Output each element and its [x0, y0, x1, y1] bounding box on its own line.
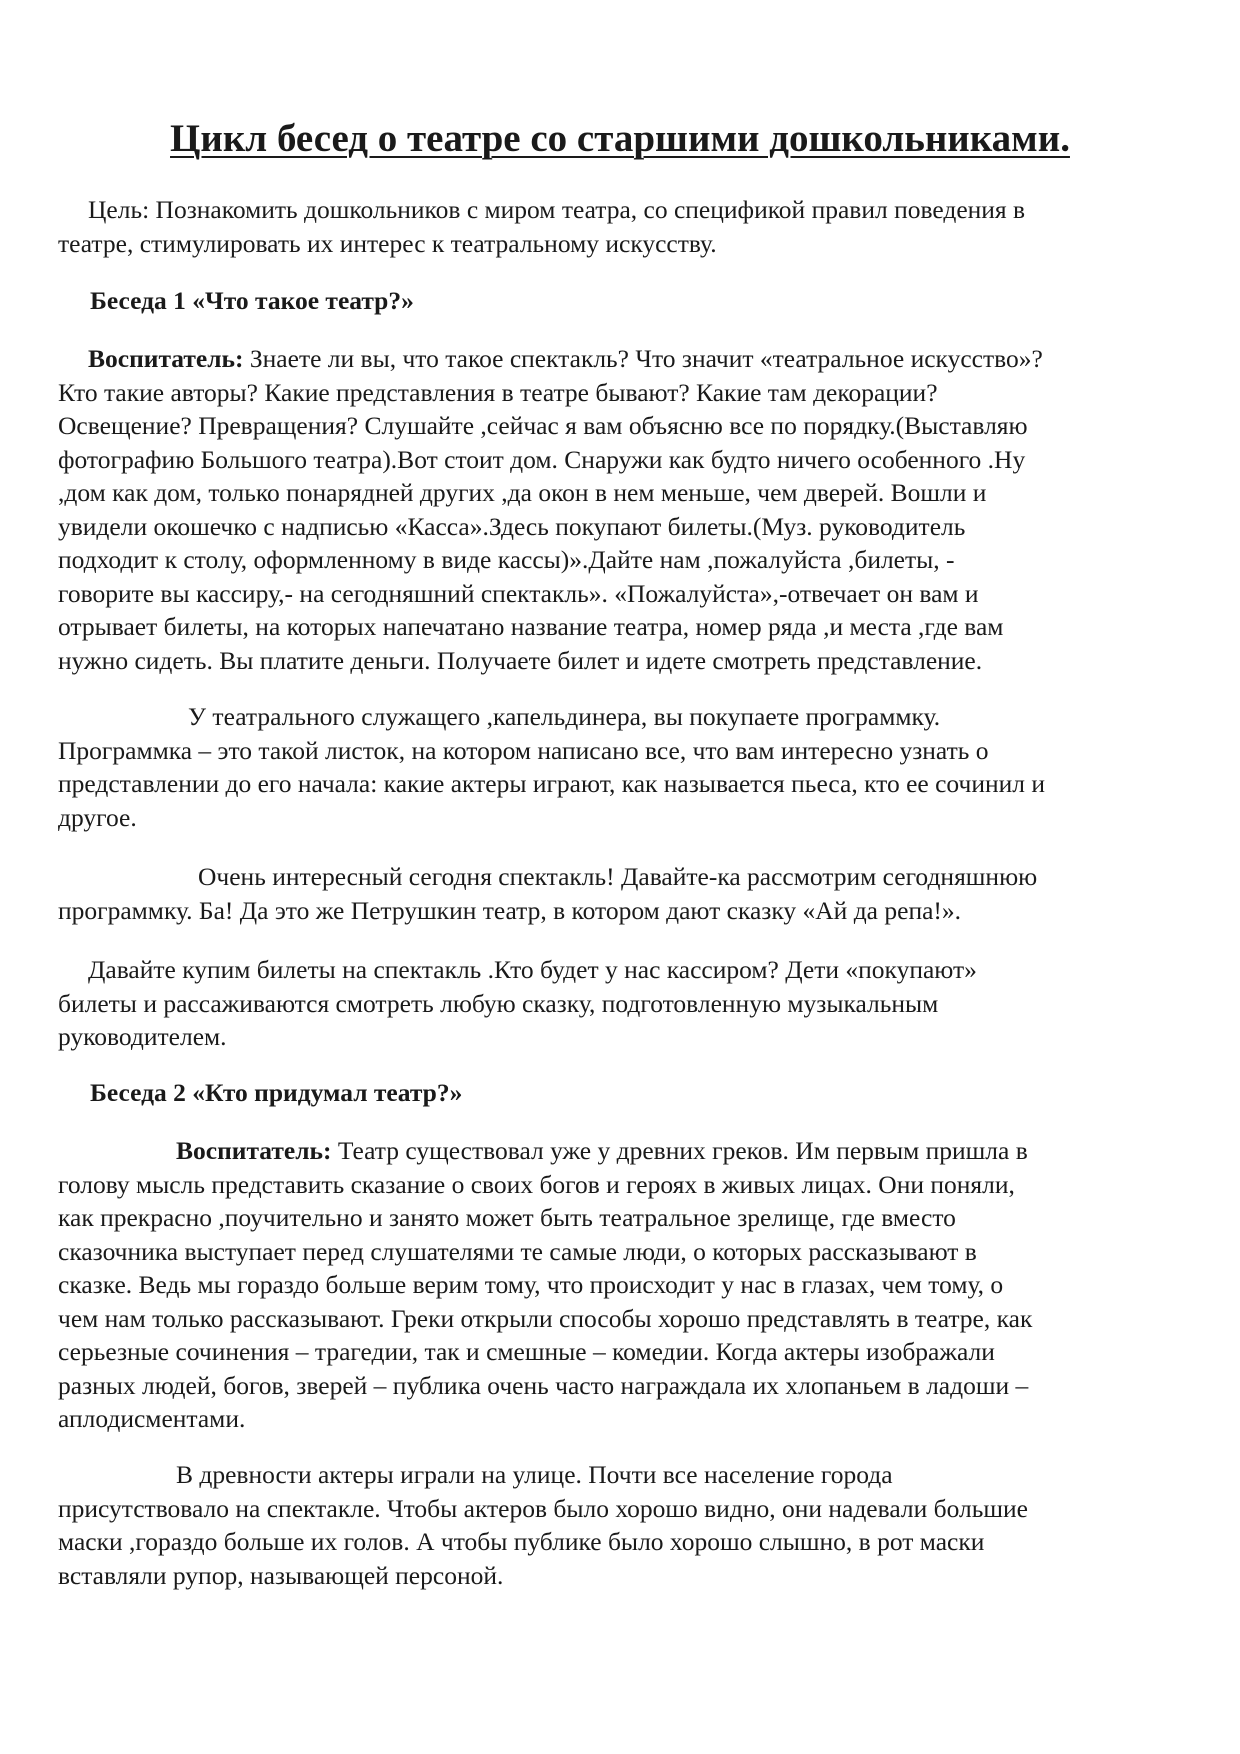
text-line: программку. Ба! Да это же Петрушкин театр, в котором дают сказку «Ай да репа!».	[58, 895, 962, 925]
paragraph-2	[58, 700, 1188, 834]
text-line: Очень интересный сегодня спектакль! Давайте-ка рассмотрим сегодняшнюю	[198, 862, 1038, 891]
section-heading-2: Беседа 2 «Кто придумал театр?»	[90, 1078, 463, 1107]
text-line: маски ,гораздо больше их голов. А чтобы публике было хорошо слышно, в рот маски	[58, 1527, 985, 1556]
text-line: как прекрасно ,поучительно и занято может быть театральное зрелище, где вместо	[58, 1203, 956, 1232]
text-line: аплодисментами.	[58, 1404, 246, 1433]
page-title: Цикл бесед о театре со старшими дошкольниками.	[170, 117, 1070, 160]
paragraph-6	[58, 1458, 1188, 1592]
text-line: другое.	[58, 802, 137, 832]
text-line: подходит к столу, оформленному в виде кассы)».Дайте нам ,пожалуйста ,билеты, -	[58, 545, 955, 574]
speaker-label: Воспитатель:	[176, 1136, 332, 1165]
text-line: присутствовало на спектакле. Чтобы актеров было хорошо видно, они надевали большие	[58, 1493, 1028, 1523]
text-line: отрывает билеты, на которых напечатано название театра, номер ряда ,и места ,где вам	[58, 612, 1004, 641]
text-line: нужно сидеть. Вы платите деньги. Получаете билет и идете смотреть представление.	[58, 645, 983, 675]
text-line: Программка – это такой листок, на котором написано все, что вам интересно узнать о	[58, 735, 989, 765]
text-line: представлении до его начала: какие актеры играют, как называется пьеса, кто ее сочинил и	[58, 769, 1046, 798]
text-line: говорите вы кассиру,- на сегодняшний спектакль». «Пожалуйста»,-отвечает он вам и	[58, 578, 979, 608]
text-line: Кто такие авторы? Какие представления в театре бывают? Какие там декорации?	[58, 377, 938, 407]
text-line: Давайте купим билеты на спектакль .Кто будет у нас кассиром? Дети «покупают»	[88, 955, 977, 984]
goal-paragraph	[58, 193, 1188, 260]
text-line: фотографию Большого театра).Вот стоит дом. Снаружи как будто ничего особенного .Ну	[58, 444, 1026, 474]
text-line: У театрального служащего ,капельдинера, вы покупаете программку.	[188, 702, 941, 731]
paragraph-4	[58, 953, 1188, 1054]
text-line: голову мысль представить сказание о своих богов и героях в живых лицах. Они поняли,	[58, 1169, 1015, 1199]
text-line: театре, стимулировать их интерес к театральному искусству.	[58, 228, 717, 258]
text-fragment: Театр существовал уже у древних греков. Им первым пришла в	[331, 1136, 1028, 1165]
text-line: Освещение? Превращения? Слушайте ,сейчас я вам объясню все по порядку.(Выставляю	[58, 411, 1028, 440]
paragraph-1	[58, 342, 1188, 677]
text-line: сказочника выступает перед слушателями те самые люди, о которых рассказывают в	[58, 1236, 977, 1266]
text-line: Цель: Познакомить дошкольников с миром театра, со спецификой правил поведения в	[88, 195, 1026, 224]
text-line: чем нам только рассказывают. Греки открыли способы хорошо представлять в театре, как	[58, 1303, 1033, 1333]
text-line: сказке. Ведь мы гораздо больше верим тому, что происходит у нас в глазах, чем тому, о	[58, 1270, 1004, 1299]
text-line: вставляли рупор, называющей персоной.	[58, 1560, 504, 1590]
text-line	[58, 342, 1188, 376]
section-heading-1: Беседа 1 «Что такое театр?»	[90, 286, 414, 315]
text-line	[58, 1134, 1188, 1168]
text-line: ,дом как дом, только понарядней других ,да окон в нем меньше, чем дверей. Вошли и	[58, 478, 987, 507]
text-line: билеты и рассаживаются смотреть любую сказку, подготовленную музыкальным	[58, 988, 939, 1018]
speaker-label: Воспитатель:	[88, 344, 244, 373]
text-line: разных людей, богов, зверей – публика очень часто награждала их хлопаньем в ладоши –	[58, 1370, 1029, 1400]
paragraph-3	[58, 860, 1188, 927]
text-line: руководителем.	[58, 1022, 227, 1051]
text-fragment: Знаете ли вы, что такое спектакль? Что значит «театральное искусство»?	[243, 344, 1043, 373]
text-line: серьезные сочинения – трагедии, так и смешные – комедии. Когда актеры изображали	[58, 1337, 995, 1366]
text-line: В древности актеры играли на улице. Почти все население города	[176, 1460, 893, 1489]
text-line: увидели окошечко с надписью «Касса».Здесь покупают билеты.(Муз. руководитель	[58, 511, 966, 541]
paragraph-5	[58, 1134, 1188, 1436]
